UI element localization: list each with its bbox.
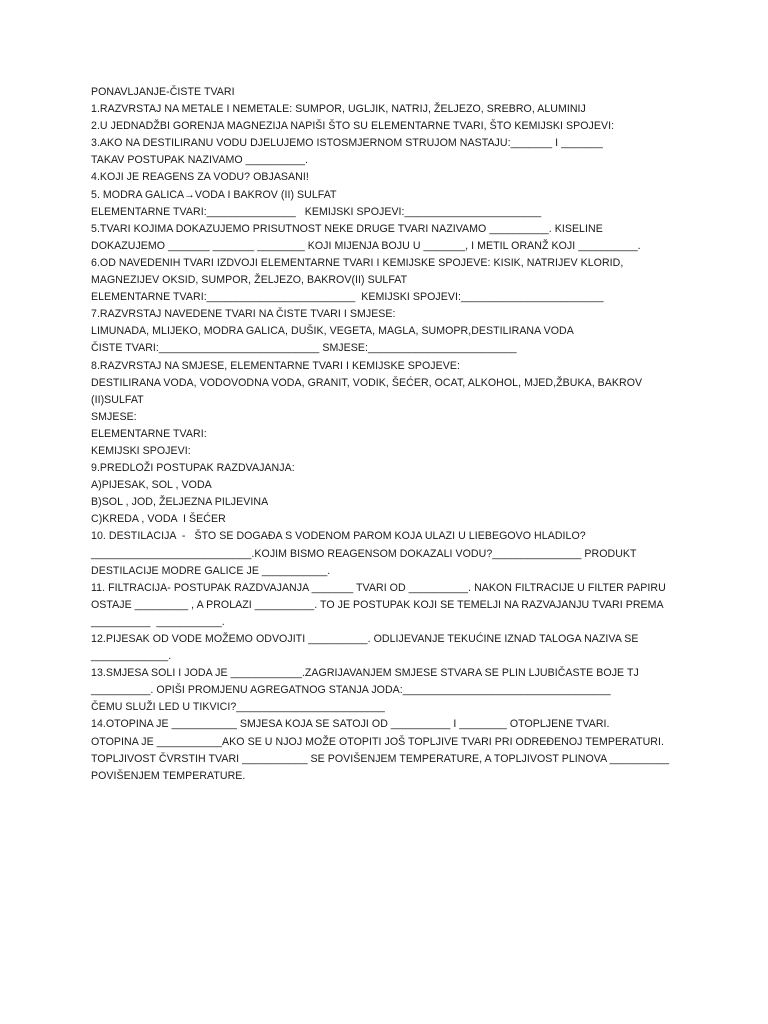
text-line: PONAVLJANJE-ČISTE TVARI: [91, 86, 235, 98]
worksheet-text: [91, 84, 681, 785]
text-line: 2.U JEDNADŽBI GORENJA MAGNEZIJA NAPIŠI ŠTO SU ELEMENTARNE TVARI, ŠTO KEMIJSKI SPOJEVI:: [91, 120, 615, 133]
text-line: _____________.: [91, 650, 172, 663]
text-line: KEMIJSKI SPOJEVI:: [91, 444, 191, 457]
text-line: LIMUNADA, MLIJEKO, MODRA GALICA, DUŠIK, VEGETA, MAGLA, SUMOPR,DESTILIRANA VODA: [91, 325, 574, 338]
text-line: DESTILACIJE MODRE GALICE JE ___________.: [91, 564, 331, 577]
text-line: 9.PREDLOŽI POSTUPAK RAZDVAJANJA:: [91, 462, 295, 475]
text-line: DESTILIRANA VODA, VODOVODNA VODA, GRANIT, VODIK, ŠEĆER, OCAT, ALKOHOL, MJED,ŽBUKA, BAKROV: [91, 376, 643, 389]
text-line: DOKAZUJEMO _______ _______ ________ KOJI MIJENJA BOJU U _______, I METIL ORANŽ KOJI __________.: [91, 239, 641, 252]
text-line: 4.KOJI JE REAGENS ZA VODU? OBJASANI!: [91, 171, 309, 184]
text-line: 14.OTOPINA JE ___________ SMJESA KOJA SE SATOJI OD __________ I ________ OTOPLJENE TVARI.: [91, 718, 610, 731]
text-line: 1.RAZVRSTAJ NA METALE I NEMETALE: SUMPOR, UGLJIK, NATRIJ, ŽELJEZO, SREBRO, ALUMINIJ: [91, 103, 586, 116]
text-line: (II)SULFAT: [91, 393, 144, 406]
text-line: 10. DESTILACIJA - ŠTO SE DOGAĐA S VODENOM PAROM KOJA ULAZI U LIEBEGOVO HLADILO?: [91, 530, 586, 543]
text-line: ELEMENTARNE TVARI:_________________________ KEMIJSKI SPOJEVI:________________________: [91, 291, 604, 304]
text-line: 12.PIJESAK OD VODE MOŽEMO ODVOJITI __________. ODLIJEVANJE TEKUĆINE IZNAD TALOGA NAZIVA SE: [91, 633, 639, 645]
text-line: 7.RAZVRSTAJ NAVEDENE TVARI NA ČISTE TVARI I SMJESE:: [91, 308, 396, 321]
text-line: __________. OPIŠI PROMJENU AGREGATNOG STANJA JODA:___________________________________: [91, 684, 611, 697]
text-line: 8.RAZVRSTAJ NA SMJESE, ELEMENTARNE TVARI I KEMIJSKE SPOJEVE:: [91, 359, 460, 372]
text-line: 5. MODRA GALICA→VODA I BAKROV (II) SULFAT: [91, 188, 337, 201]
text-line: C)KREDA , VODA I ŠEĆER: [91, 513, 226, 526]
text-line: MAGNEZIJEV OKSID, SUMPOR, ŽELJEZO, BAKROV(II) SULFAT: [91, 274, 408, 287]
text-line: ELEMENTARNE TVARI:: [91, 427, 207, 440]
text-line: ČISTE TVARI:___________________________ SMJESE:_________________________: [91, 342, 517, 355]
text-line: 5.TVARI KOJIMA DOKAZUJEMO PRISUTNOST NEKE DRUGE TVARI NAZIVAMO __________. KISELINE: [91, 222, 603, 235]
text-line: 3.AKO NA DESTILIRANU VODU DJELUJEMO ISTOSMJERNOM STRUJOM NASTAJU:_______ I _______: [91, 137, 603, 150]
text-line: ČEMU SLUŽI LED U TIKVICI?_________________________: [91, 701, 385, 714]
text-line: __________ ___________.: [91, 615, 225, 628]
text-line: TAKAV POSTUPAK NAZIVAMO __________.: [91, 154, 309, 167]
text-line: ___________________________.KOJIM BISMO REAGENSOM DOKAZALI VODU?_______________ PRODUKT: [91, 547, 637, 560]
text-line: B)SOL , JOD, ŽELJEZNA PILJEVINA: [91, 496, 269, 509]
text-line: OTOPINA JE ___________AKO SE U NJOJ MOŽE OTOPITI JOŠ TOPLJIVE TVARI PRI ODREĐENOJ TEMPERATURI.: [91, 735, 664, 748]
text-line: 6.OD NAVEDENIH TVARI IZDVOJI ELEMENTARNE TVARI I KEMIJSKE SPOJEVE: KISIK, NATRIJEV KLORID,: [91, 256, 624, 269]
text-line: TOPLJIVOST ČVRSTIH TVARI ___________ SE POVIŠENJEM TEMPERATURE, A TOPLJIVOST PLINOVA __________: [91, 752, 670, 765]
text-line: OSTAJE _________ , A PROLAZI __________. TO JE POSTUPAK KOJI SE TEMELJI NA RAZVAJANJU TVARI PREMA: [91, 598, 664, 611]
text-line: ELEMENTARNE TVARI:_______________ KEMIJSKI SPOJEVI:_______________________: [91, 205, 542, 218]
text-line: 13.SMJESA SOLI I JODA JE ____________.ZAGRIJAVANJEM SMJESE STVARA SE PLIN LJUBIČASTE BOJE TJ: [91, 667, 639, 680]
text-line: 11. FILTRACIJA- POSTUPAK RAZDVAJANJA _______ TVARI OD __________. NAKON FILTRACIJE U FILTER PAPIRU: [91, 581, 666, 594]
text-line: SMJESE:: [91, 410, 137, 423]
text-line: A)PIJESAK, SOL , VODA: [91, 479, 212, 492]
text-line: POVIŠENJEM TEMPERATURE.: [91, 769, 246, 782]
